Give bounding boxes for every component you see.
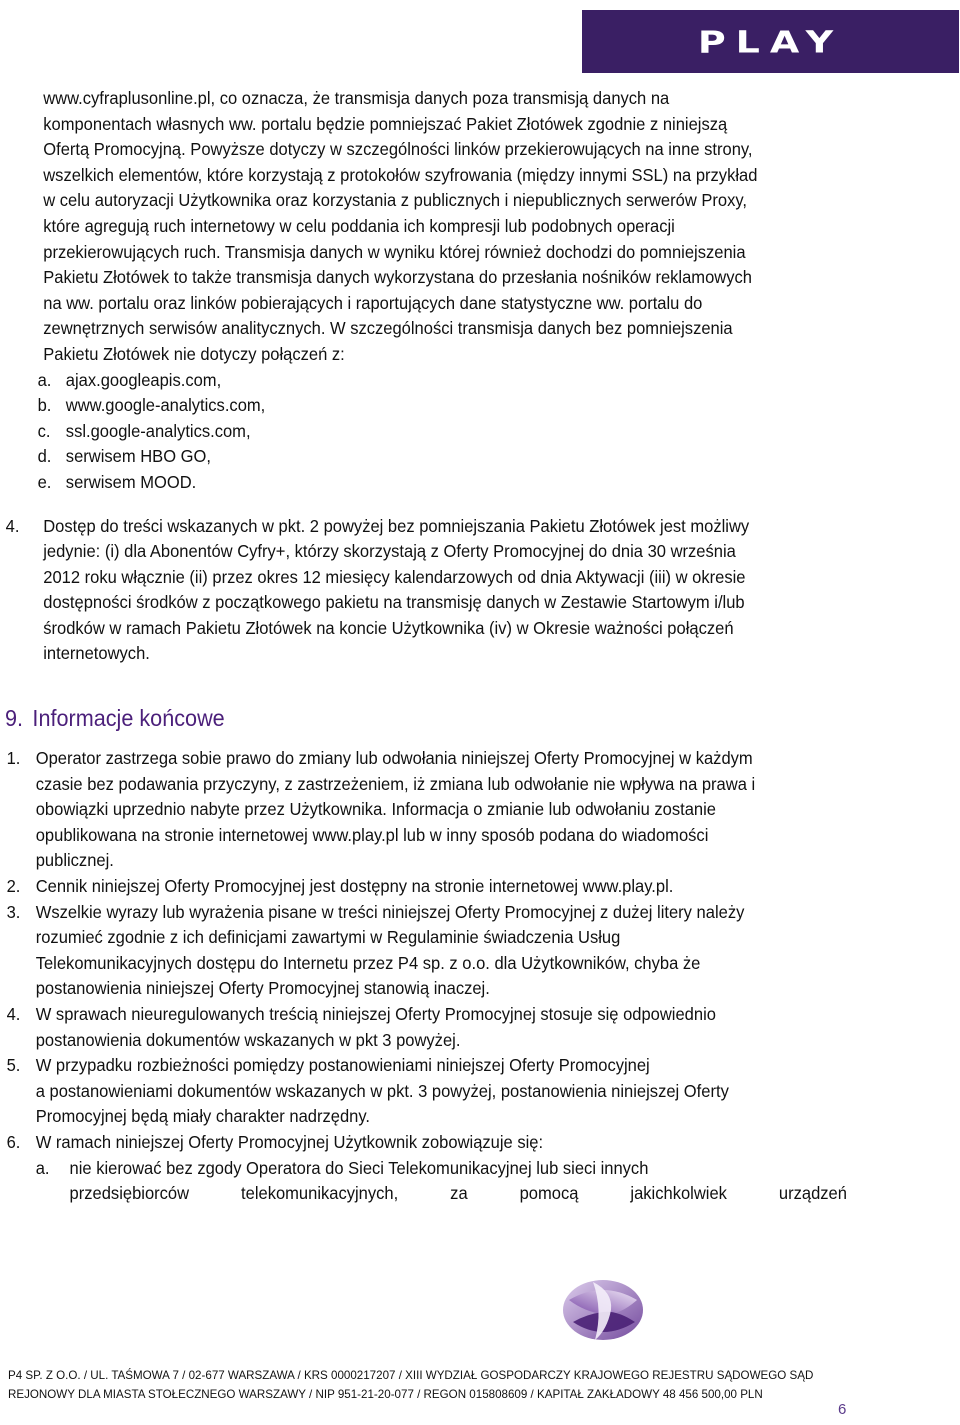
access-item [5, 514, 847, 668]
text-line: które agregują ruch internetowy w celu poddania ich kompresji lub podobnych operacji [43, 215, 675, 236]
text-line: jedynie: (i) dla Abonentów Cyfry+, którzy skorzystają z Oferty Promocyjnej do dnia 30 września [43, 541, 736, 562]
text-line: komponentach własnych ww. portalu będzie pomniejszać Pakiet Złotówek zgodnie z niniejszą [43, 113, 728, 134]
item-number: 2. [6, 876, 21, 897]
text-line: przekierowujących ruch. Transmisja danych w wyniku której również dochodzi do pomniejszenia [43, 241, 746, 262]
list-item: 3. Wszelkie wyrazy lub wyrażenia pisane w treści niniejszej Oferty Promocyjnej z dużej litery należy rozumieć zgodnie z ich definicjami zawartymi w Regulaminie świadczenia Usług Telekomunikacyjnych dostępu do Internetu przez P4 sp. z o.o. dla Użytkowników, chyba że postanowienia niniejszej Oferty Promocyjnej stanowią inaczej. [6, 901, 745, 999]
list-item: e. serwisem MOOD. [37, 471, 197, 492]
play-swirl-logo [559, 1270, 647, 1350]
sub-list-item: a. nie kierować bez zgody Operatora do Sieci Telekomunikacyjnej lub sieci innych przedsiębiorców telekomunikacyjnych, za pomocą jakichkolwiek urządzeń [35, 1157, 847, 1204]
item-number: 3. [6, 901, 21, 922]
text-line: Pakietu Złotówek to także transmisja danych wykorzystana do przesłania nośników reklamowych [43, 267, 752, 288]
final-provisions [0, 746, 902, 1207]
section-heading [5, 705, 225, 732]
text-line: 2012 roku włącznie (ii) przez okres 12 miesięcy kalendarzowych od dnia Aktywacji (iii) w okresie [43, 566, 746, 587]
text-line: Dostęp do treści wskazanych w pkt. 2 powyżej bez pomniejszania Pakietu Złotówek jest możliwy [43, 515, 750, 536]
list-item: 5. W przypadku rozbieżności pomiędzy postanowieniami niniejszej Oferty Promocyjnej a postanowieniami dokumentów wskazanych w pkt. 3 powyżej, postanowienia niniejszej Oferty Promocyjnej będą miały charakter nadrzędny. [6, 1055, 729, 1127]
text-line: środków w ramach Pakietu Złotówek na koncie Użytkownika (iv) w Okresie ważności połączeń [43, 617, 734, 638]
text-line: internetowych. [43, 643, 150, 664]
item-number: 4. [5, 515, 20, 536]
text-line: Ofertą Promocyjną. Powyższe dotyczy w szczególności linków przekierowujących na inne strony, [43, 139, 753, 160]
item-number: 6. [6, 1131, 21, 1152]
play-logo-text: PLAY [697, 23, 844, 60]
list-item: b. www.google-analytics.com, [37, 395, 266, 416]
list-item: c. ssl.google-analytics.com, [37, 420, 251, 441]
list-item: a. ajax.googleapis.com, [37, 369, 222, 390]
play-logo [582, 10, 959, 73]
text-line: dostępności środków z początkowego pakietu na transmisję danych w Zestawie Startowym i/lub [43, 592, 745, 613]
footer-line: P4 SP. Z O.O. / UL. TAŚMOWA 7 / 02-677 WARSZAWA / KRS 0000217207 / XIII WYDZIAŁ GOSPODARCZY KRAJOWEGO REJESTRU SĄDOWEGO SĄD [8, 1369, 814, 1382]
text-line: Pakietu Złotówek nie dotyczy połączeń z: [43, 343, 345, 364]
text-line: wszelkich elementów, które korzystają z protokołów szyfrowania (między innymi SSL) na przykład [43, 164, 758, 185]
company-footer [8, 1366, 908, 1404]
text-line: na ww. portalu oraz linków pobierających i raportujących dane statystyczne ww. portalu do [43, 292, 703, 313]
page-number: 6 [838, 1401, 847, 1418]
item-number: 4. [6, 1004, 21, 1024]
list-item: 1. Operator zastrzega sobie prawo do zmiany lub odwołania niniejszej Oferty Promocyjnej w każdym czasie bez podawania przyczyny, z zastrzeżeniem, iż zmiana lub odwołanie nie wpływa na prawa i obowiązki uprzednio nabyte przez Użytkownika. Informacja o zmianie lub odwołaniu zostanie opublikowana na stronie internetowej www.play.pl lub w inny sposób podana do wiadomości publicznej. [6, 748, 756, 871]
document-body [0, 86, 902, 1207]
intro-paragraph [43, 86, 847, 368]
list-item: 6. W ramach niniejszej Oferty Promocyjnej Użytkownik zobowiązuje się: [36, 1130, 847, 1156]
item-number: 1. [6, 748, 21, 769]
domain-list [38, 368, 903, 496]
item-number: 5. [6, 1055, 21, 1076]
list-item: d. serwisem HBO GO, [37, 446, 211, 467]
list-item: 2. Cennik niniejszej Oferty Promocyjnej jest dostępny na stronie internetowej www.play.pl. [36, 874, 847, 900]
text-line: zewnętrznych serwisów analitycznych. W szczególności transmisja danych bez pomniejszenia [43, 318, 733, 339]
section-number: 9. [5, 705, 24, 731]
list-item: 4. W sprawach nieuregulowanych treścią niniejszej Oferty Promocyjnej stosuje się odpowiednio postanowienia dokumentów wskazanych w pkt 3 powyżej. [6, 1004, 716, 1050]
text-line: w celu autoryzacji Użytkownika oraz korzystania z publicznych i niepublicznych serwerów Proxy, [43, 190, 748, 211]
footer-line: REJONOWY DLA MIASTA STOŁECZNEGO WARSZAWY / NIP 951-21-20-077 / REGON 015808609 / KAPITAŁ ZAKŁADOWY 48 456 500,00 PLN [8, 1388, 763, 1401]
text-line: www.cyfraplusonline.pl, co oznacza, że transmisja danych poza transmisją danych na [43, 88, 670, 108]
section-title: Informacje końcowe [32, 705, 225, 731]
item-letter: a. [35, 1157, 50, 1178]
